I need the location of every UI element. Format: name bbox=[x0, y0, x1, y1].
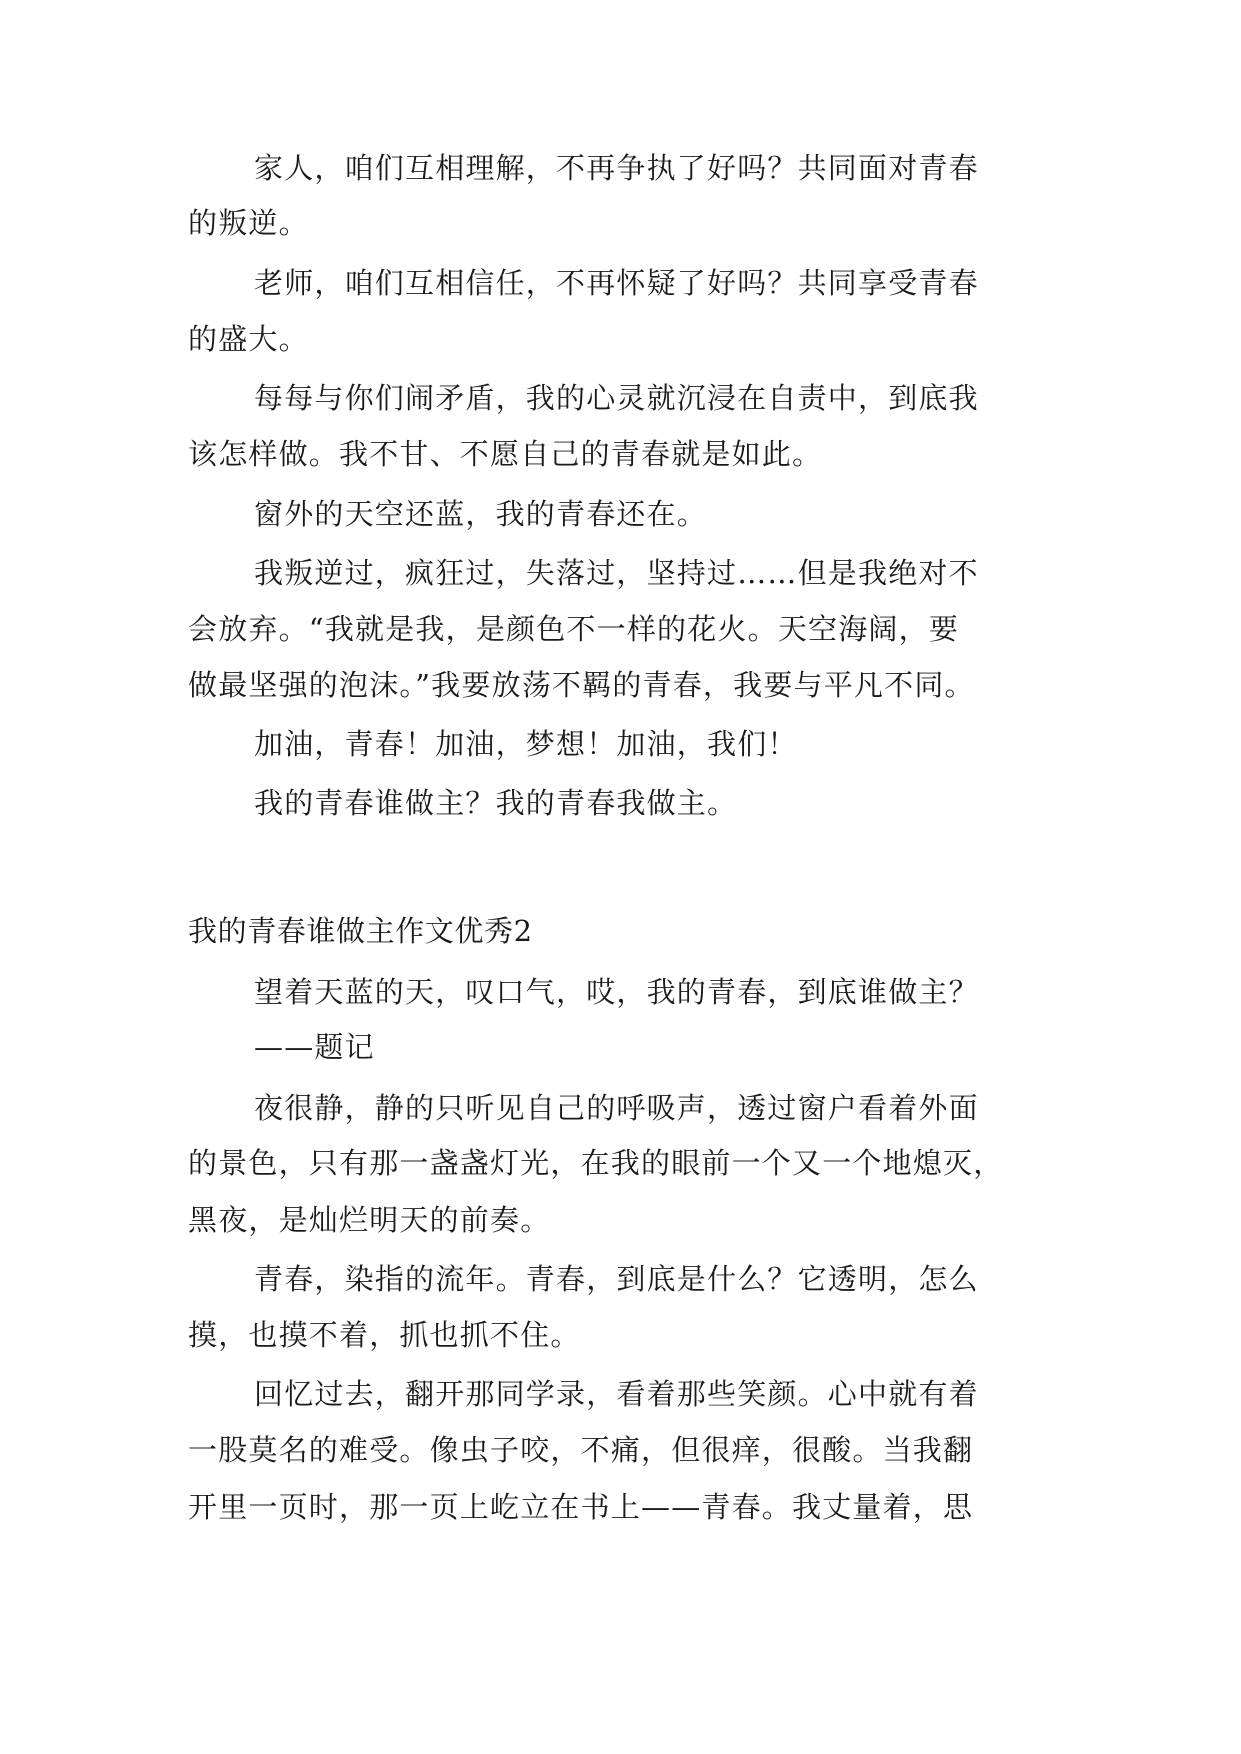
paragraph-line: 开里一页时，那一页上屹立在书上——青春。我丈量着，思 bbox=[188, 1490, 974, 1524]
paragraph-line: 窗外的天空还蓝，我的青春还在。 bbox=[254, 497, 708, 531]
section-heading: 我的青春谁做主作文优秀2 bbox=[188, 914, 533, 948]
paragraph-line: 摸，也摸不着，抓也抓不住。 bbox=[188, 1318, 581, 1352]
paragraph-line: 的景色，只有那一盏盏灯光，在我的眼前一个又一个地熄灭， bbox=[188, 1146, 1004, 1180]
paragraph-line: 我叛逆过，疯狂过，失落过，坚持过……但是我绝对不 bbox=[254, 556, 979, 590]
paragraph-line: ——题记 bbox=[254, 1030, 375, 1064]
paragraph-line: 家人，咱们互相理解，不再争执了好吗？共同面对青春 bbox=[254, 151, 979, 185]
paragraph-line: 该怎样做。我不甘、不愿自己的青春就是如此。 bbox=[188, 437, 823, 471]
paragraph-line: 青春，染指的流年。青春，到底是什么？它透明，怎么 bbox=[254, 1262, 979, 1296]
paragraph-line: 夜很静，静的只听见自己的呼吸声，透过窗户看着外面 bbox=[254, 1091, 979, 1125]
paragraph-line: 回忆过去，翻开那同学录，看着那些笑颜。心中就有着 bbox=[254, 1377, 979, 1411]
paragraph-line: 我的青春谁做主？我的青春我做主。 bbox=[254, 786, 738, 820]
paragraph-line: 的盛大。 bbox=[188, 322, 309, 356]
paragraph-line: 的叛逆。 bbox=[188, 206, 309, 240]
paragraph-line: 黑夜，是灿烂明天的前奏。 bbox=[188, 1203, 551, 1237]
paragraph-line: 加油，青春！加油，梦想！加油，我们！ bbox=[254, 727, 798, 761]
paragraph-line: 望着天蓝的天，叹口气，哎，我的青春，到底谁做主？ bbox=[254, 975, 979, 1009]
paragraph-line: 老师，咱们互相信任，不再怀疑了好吗？共同享受青春 bbox=[254, 266, 979, 300]
paragraph-line: 会放弃。“我就是我，是颜色不一样的花火。天空海阔，要 bbox=[188, 612, 960, 646]
paragraph-line: 做最坚强的泡沫。”我要放荡不羁的青春，我要与平凡不同。 bbox=[188, 668, 975, 702]
paragraph-line: 一股莫名的难受。像虫子咬，不痛，但很痒，很酸。当我翻 bbox=[188, 1433, 974, 1467]
paragraph-line: 每每与你们闹矛盾，我的心灵就沉浸在自责中，到底我 bbox=[254, 381, 979, 415]
